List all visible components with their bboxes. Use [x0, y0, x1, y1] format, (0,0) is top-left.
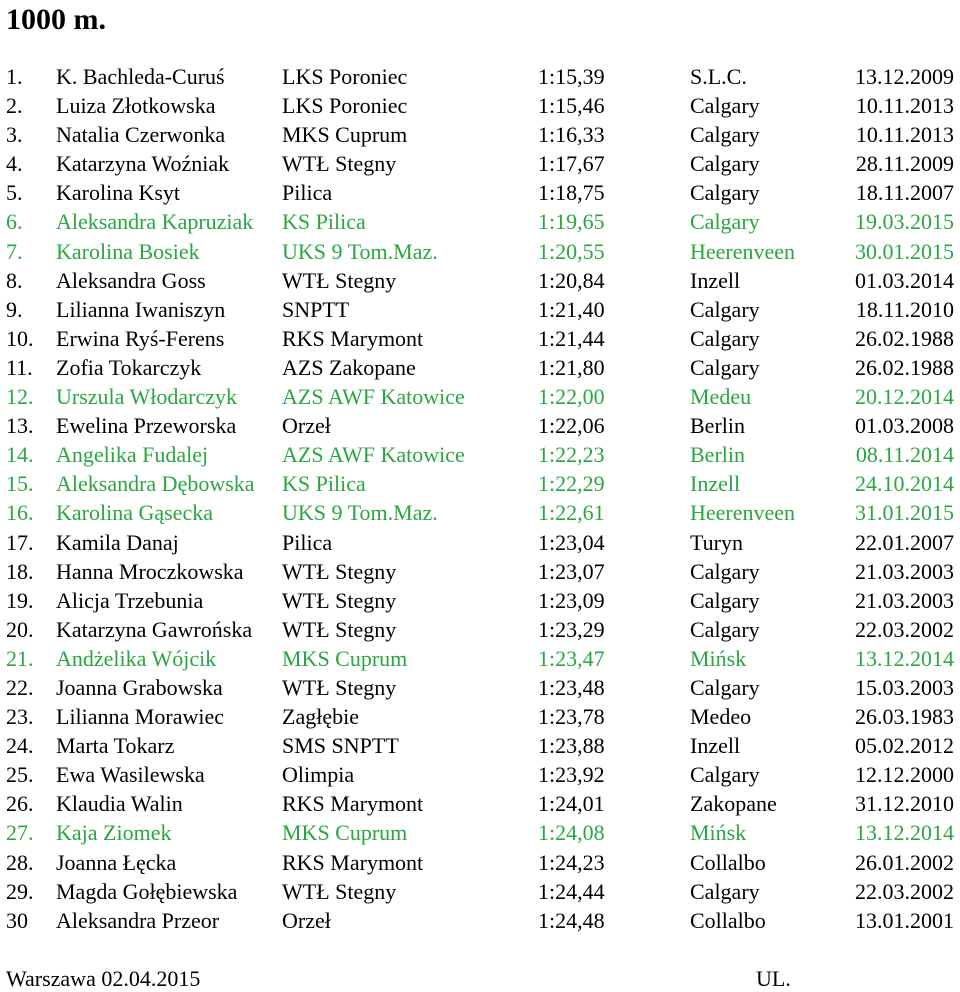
- club-name: Pilica: [282, 180, 333, 206]
- result-date: 13.12.2014: [855, 645, 954, 671]
- result-date: 12.12.2000: [855, 762, 954, 788]
- result-time: 1:23,07: [538, 558, 605, 584]
- result-date: 31.12.2010: [855, 791, 954, 817]
- rank-number: 8.: [6, 267, 23, 293]
- athlete-name: Magda Gołębiewska: [56, 878, 238, 904]
- result-date: 15.03.2003: [855, 674, 954, 700]
- result-time: 1:24,08: [538, 820, 605, 846]
- club-name: Orzeł: [282, 413, 331, 439]
- athlete-name: Aleksandra Goss: [56, 267, 206, 293]
- athlete-name: Aleksandra Kapruziak: [56, 209, 254, 235]
- rank-number: 3.: [6, 122, 23, 148]
- club-name: RKS Marymont: [282, 325, 424, 351]
- rank-number: 2.: [6, 93, 23, 119]
- venue-name: Inzell: [690, 267, 741, 293]
- athlete-name: Ewa Wasilewska: [56, 762, 205, 788]
- table-row: [0, 62, 960, 91]
- result-time: 1:22,61: [538, 500, 605, 526]
- table-row: [0, 557, 960, 586]
- result-time: 1:23,78: [538, 704, 605, 730]
- club-name: RKS Marymont: [282, 849, 424, 875]
- club-name: RKS Marymont: [282, 791, 424, 817]
- result-time: 1:22,00: [538, 384, 605, 410]
- table-row: [0, 178, 960, 207]
- athlete-name: Karolina Ksyt: [56, 180, 181, 206]
- rank-number: 23.: [6, 704, 34, 730]
- venue-name: Calgary: [690, 122, 760, 148]
- venue-name: Calgary: [690, 325, 760, 351]
- athlete-name: Aleksandra Przeor: [56, 907, 220, 933]
- result-time: 1:18,75: [538, 180, 605, 206]
- club-name: WTŁ Stegny: [282, 674, 397, 700]
- rank-number: 5.: [6, 180, 23, 206]
- venue-name: Heerenveen: [690, 238, 796, 264]
- athlete-name: Katarzyna Gawrońska: [56, 616, 253, 642]
- rank-number: 15.: [6, 471, 34, 497]
- result-time: 1:24,01: [538, 791, 605, 817]
- rank-number: 22.: [6, 674, 34, 700]
- venue-name: Calgary: [690, 762, 760, 788]
- rank-number: 13.: [6, 413, 34, 439]
- athlete-name: Kamila Danaj: [56, 529, 179, 555]
- club-name: Zagłębie: [282, 704, 359, 730]
- venue-name: Calgary: [690, 878, 760, 904]
- athlete-name: Lilianna Iwaniszyn: [56, 296, 226, 322]
- result-date: 13.01.2001: [855, 907, 954, 933]
- table-row: [0, 877, 960, 906]
- result-time: 1:15,39: [538, 64, 605, 89]
- result-date: 24.10.2014: [855, 471, 954, 497]
- result-date: 31.01.2015: [855, 500, 954, 526]
- result-time: 1:23,92: [538, 762, 605, 788]
- club-name: WTŁ Stegny: [282, 616, 397, 642]
- rank-number: 29.: [6, 878, 34, 904]
- result-time: 1:23,48: [538, 674, 605, 700]
- table-row: [0, 586, 960, 615]
- athlete-name: K. Bachleda-Curuś: [56, 64, 225, 89]
- venue-name: Calgary: [690, 587, 760, 613]
- result-time: 1:21,80: [538, 354, 605, 380]
- rank-number: 7.: [6, 238, 23, 264]
- result-date: 18.11.2010: [855, 296, 954, 322]
- table-row: [0, 528, 960, 557]
- venue-name: Calgary: [690, 558, 760, 584]
- venue-name: Inzell: [690, 471, 741, 497]
- result-date: 21.03.2003: [855, 558, 954, 584]
- table-row: [0, 906, 960, 935]
- club-name: WTŁ Stegny: [282, 587, 397, 613]
- rank-number: 14.: [6, 442, 34, 468]
- club-name: AZS AWF Katowice: [282, 384, 465, 410]
- table-row: [0, 207, 960, 236]
- table-row: [0, 760, 960, 789]
- venue-name: Calgary: [690, 93, 760, 119]
- rank-number: 10.: [6, 325, 34, 351]
- result-time: 1:23,29: [538, 616, 605, 642]
- result-time: 1:22,29: [538, 471, 605, 497]
- result-time: 1:21,40: [538, 296, 605, 322]
- result-time: 1:24,23: [538, 849, 605, 875]
- club-name: Olimpia: [282, 762, 355, 788]
- venue-name: Calgary: [690, 151, 760, 177]
- table-row: [0, 440, 960, 469]
- rank-number: 18.: [6, 558, 34, 584]
- athlete-name: Luiza Złotkowska: [56, 93, 216, 119]
- club-name: SMS SNPTT: [282, 733, 399, 759]
- rank-number: 27.: [6, 820, 34, 846]
- venue-name: Calgary: [690, 296, 760, 322]
- rank-number: 30: [6, 907, 28, 933]
- result-time: 1:20,55: [538, 238, 605, 264]
- athlete-name: Marta Tokarz: [56, 733, 175, 759]
- rank-number: 12.: [6, 384, 34, 410]
- result-time: 1:22,23: [538, 442, 605, 468]
- athlete-name: Hanna Mroczkowska: [56, 558, 244, 584]
- table-row: [0, 731, 960, 760]
- result-time: 1:22,06: [538, 413, 605, 439]
- rank-number: 20.: [6, 616, 34, 642]
- result-date: 22.03.2002: [855, 616, 954, 642]
- club-name: AZS AWF Katowice: [282, 442, 465, 468]
- result-date: 05.02.2012: [855, 733, 954, 759]
- club-name: WTŁ Stegny: [282, 558, 397, 584]
- athlete-name: Joanna Grabowska: [56, 674, 223, 700]
- table-row: [0, 644, 960, 673]
- venue-name: Calgary: [690, 180, 760, 206]
- club-name: KS Pilica: [282, 471, 366, 497]
- athlete-name: Klaudia Walin: [56, 791, 183, 817]
- athlete-name: Karolina Gąsecka: [56, 500, 213, 526]
- table-row: [0, 498, 960, 527]
- table-row: [0, 382, 960, 411]
- venue-name: Turyn: [690, 529, 743, 555]
- venue-name: Collalbo: [690, 849, 766, 875]
- venue-name: Heerenveen: [690, 500, 796, 526]
- athlete-name: Erwina Ryś-Ferens: [56, 325, 225, 351]
- venue-name: Berlin: [690, 442, 745, 468]
- venue-name: Calgary: [690, 354, 760, 380]
- table-row: [0, 411, 960, 440]
- footer-place-date: Warszawa 02.04.2015: [6, 966, 201, 991]
- table-row: [0, 295, 960, 324]
- ranking-list: [0, 62, 960, 935]
- result-time: 1:19,65: [538, 209, 605, 235]
- athlete-name: Natalia Czerwonka: [56, 122, 226, 148]
- table-row: [0, 789, 960, 818]
- athlete-name: Andżelika Wójcik: [56, 645, 217, 671]
- athlete-name: Lilianna Morawiec: [56, 704, 224, 730]
- result-date: 22.03.2002: [855, 878, 954, 904]
- athlete-name: Angelika Fudalej: [56, 442, 209, 468]
- club-name: Pilica: [282, 529, 333, 555]
- venue-name: Mińsk: [690, 645, 747, 671]
- rank-number: 25.: [6, 762, 34, 788]
- athlete-name: Zofia Tokarczyk: [56, 354, 202, 380]
- club-name: MKS Cuprum: [282, 122, 408, 148]
- club-name: UKS 9 Tom.Maz.: [282, 500, 438, 526]
- athlete-name: Aleksandra Dębowska: [56, 471, 255, 497]
- result-time: 1:16,33: [538, 122, 605, 148]
- table-row: [0, 673, 960, 702]
- club-name: MKS Cuprum: [282, 645, 408, 671]
- result-date: 26.01.2002: [855, 849, 954, 875]
- venue-name: Medeo: [690, 704, 752, 730]
- table-row: [0, 615, 960, 644]
- venue-name: Inzell: [690, 733, 741, 759]
- venue-name: Mińsk: [690, 820, 747, 846]
- venue-name: Medeu: [690, 384, 752, 410]
- club-name: MKS Cuprum: [282, 820, 408, 846]
- result-date: 30.01.2015: [855, 238, 954, 264]
- result-date: 22.01.2007: [855, 529, 954, 555]
- athlete-name: Alicja Trzebunia: [56, 587, 204, 613]
- rank-number: 11.: [6, 354, 33, 380]
- result-time: 1:17,67: [538, 151, 605, 177]
- footer-initials: UL.: [756, 966, 791, 991]
- rank-number: 4.: [6, 151, 23, 177]
- result-date: 13.12.2014: [855, 820, 954, 846]
- result-time: 1:24,48: [538, 907, 605, 933]
- athlete-name: Ewelina Przeworska: [56, 413, 237, 439]
- result-date: 20.12.2014: [855, 384, 954, 410]
- club-name: KS Pilica: [282, 209, 366, 235]
- result-time: 1:23,47: [538, 645, 605, 671]
- athlete-name: Kaja Ziomek: [56, 820, 172, 846]
- result-time: 1:21,44: [538, 325, 605, 351]
- page-title: 1000 m.: [6, 3, 106, 36]
- rank-number: 9.: [6, 296, 23, 322]
- rank-number: 26.: [6, 791, 34, 817]
- table-row: [0, 120, 960, 149]
- venue-name: Berlin: [690, 413, 745, 439]
- rank-number: 1.: [6, 64, 23, 89]
- result-date: 01.03.2014: [855, 267, 954, 293]
- club-name: UKS 9 Tom.Maz.: [282, 238, 438, 264]
- club-name: WTŁ Stegny: [282, 151, 397, 177]
- result-date: 19.03.2015: [855, 209, 954, 235]
- athlete-name: Katarzyna Woźniak: [56, 151, 230, 177]
- club-name: SNPTT: [282, 296, 350, 322]
- result-time: 1:24,44: [538, 878, 605, 904]
- result-time: 1:15,46: [538, 93, 605, 119]
- venue-name: Calgary: [690, 616, 760, 642]
- table-row: [0, 702, 960, 731]
- rank-number: 17.: [6, 529, 34, 555]
- venue-name: Collalbo: [690, 907, 766, 933]
- table-row: [0, 324, 960, 353]
- result-time: 1:20,84: [538, 267, 605, 293]
- table-row: [0, 149, 960, 178]
- result-date: 13.12.2009: [855, 64, 954, 89]
- table-row: [0, 353, 960, 382]
- result-date: 26.02.1988: [855, 354, 954, 380]
- rank-number: 19.: [6, 587, 34, 613]
- rank-number: 6.: [6, 209, 23, 235]
- venue-name: Zakopane: [690, 791, 777, 817]
- athlete-name: Karolina Bosiek: [56, 238, 200, 264]
- rank-number: 21.: [6, 645, 34, 671]
- athlete-name: Joanna Łęcka: [56, 849, 177, 875]
- result-date: 21.03.2003: [855, 587, 954, 613]
- result-date: 26.02.1988: [855, 325, 954, 351]
- result-time: 1:23,88: [538, 733, 605, 759]
- rank-number: 28.: [6, 849, 34, 875]
- venue-name: Calgary: [690, 209, 760, 235]
- result-time: 1:23,04: [538, 529, 605, 555]
- club-name: LKS Poroniec: [282, 64, 408, 89]
- table-row: [0, 818, 960, 847]
- result-date: 10.11.2013: [855, 93, 954, 119]
- result-date: 08.11.2014: [855, 442, 954, 468]
- club-name: LKS Poroniec: [282, 93, 408, 119]
- result-date: 18.11.2007: [855, 180, 954, 206]
- club-name: WTŁ Stegny: [282, 878, 397, 904]
- table-row: [0, 848, 960, 877]
- table-row: [0, 469, 960, 498]
- club-name: WTŁ Stegny: [282, 267, 397, 293]
- club-name: AZS Zakopane: [282, 354, 416, 380]
- rank-number: 16.: [6, 500, 34, 526]
- result-date: 10.11.2013: [855, 122, 954, 148]
- result-time: 1:23,09: [538, 587, 605, 613]
- athlete-name: Urszula Włodarczyk: [56, 384, 238, 410]
- club-name: Orzeł: [282, 907, 331, 933]
- result-date: 28.11.2009: [855, 151, 954, 177]
- result-date: 01.03.2008: [855, 413, 954, 439]
- venue-name: Calgary: [690, 674, 760, 700]
- table-row: [0, 237, 960, 266]
- table-row: [0, 266, 960, 295]
- rank-number: 24.: [6, 733, 34, 759]
- venue-name: S.L.C.: [690, 64, 747, 89]
- table-row: [0, 91, 960, 120]
- result-date: 26.03.1983: [855, 704, 954, 730]
